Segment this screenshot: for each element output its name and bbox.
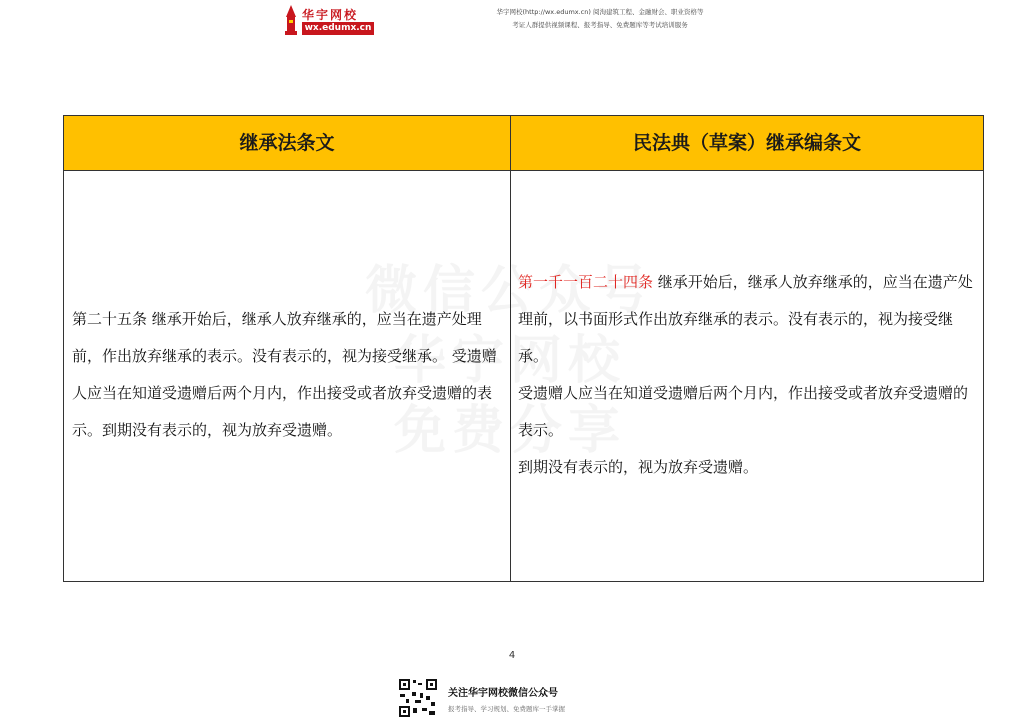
- tower-logo-icon: [282, 5, 300, 35]
- qr-code-icon: [398, 678, 438, 718]
- logo-name: 华宇网校: [302, 8, 359, 22]
- follow-wechat-text: 关注华宇网校微信公众号: [448, 688, 558, 699]
- page-number: 4: [508, 650, 516, 661]
- civil-code-para-3: 到期没有表示的，视为放弃受遗赠。: [518, 458, 759, 476]
- header-cell-inheritance-law: 继承法条文: [239, 132, 335, 154]
- civil-code-para-2: 受遗赠人应当在知道受遗赠后两个月内，作出接受或者放弃受遗赠的表示。: [518, 384, 969, 439]
- civil-code-article: [518, 264, 978, 486]
- inheritance-law-article: 第二十五条 继承开始后，继承人放弃继承的，应当在遗产处理前，作出放弃继承的表示。没有表示的，视为接受继承。 受遗赠人应当在知道受遗赠后两个月内，作出接受或者放弃受遗赠的表示。到期没有表示的，视为放弃受遗赠。: [72, 310, 497, 439]
- civil-code-para-1: [518, 264, 978, 375]
- column-divider: [510, 116, 511, 581]
- comparison-table: [63, 115, 984, 582]
- para-text: 继承开始后，继承人放弃继承的，应当在遗产处理前，以书面形式作出放弃继承的表示。没有表示的，视为接受继承。: [518, 273, 973, 365]
- header-cell-civil-code: 民法典（草案）继承编条文: [632, 132, 861, 154]
- site-logo[interactable]: [282, 5, 374, 35]
- header-tagline-sub: 考证人群提供视频课程、报考指导、免费题库等考试培训服务: [512, 21, 688, 29]
- header-tagline: 华宇网校(http://wx.edumx.cn) 阅洵建筑工程、金融财会、职业资格等: [496, 8, 704, 16]
- logo-url: wx.edumx.cn: [302, 22, 374, 35]
- follow-wechat-subtext: 报考指导、学习规划、免费题库一手掌握: [448, 705, 565, 713]
- article-number: 第一千一百二十四条: [518, 273, 654, 291]
